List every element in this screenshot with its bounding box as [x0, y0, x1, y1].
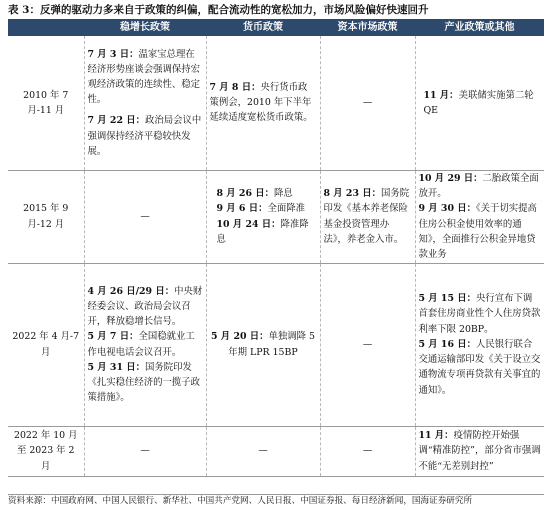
event-date: 5 月 7 日： [87, 331, 139, 343]
event-text: 《关于切实提高住房公积金使用效率的通知》，全面推行公积金异地贷款业务 [418, 203, 537, 260]
event-date: 9 月 6 日： [216, 203, 268, 215]
capital-cell: — [320, 36, 415, 170]
event-date: 10 月 29 日： [418, 172, 483, 184]
header-industry-policy: 产业政策或其他 [415, 19, 544, 36]
monetary-cell [206, 263, 320, 426]
table-title: 表 3：反弹的驱动力多来自于政策的纠偏，配合流动性的宽松加力，市场风险偏好快速回升 [8, 4, 429, 16]
event-date: 5 月 15 日： [418, 293, 476, 305]
event-date: 5 月 20 日： [211, 331, 269, 343]
event-text: 降息 [274, 188, 293, 200]
capital-cell: — [320, 426, 415, 476]
industry-cell [415, 263, 544, 426]
monetary-cell [206, 170, 320, 263]
source-note: 资料来源：中国政府网、中国人民银行、新华社、中国共产党网、人民日报、中国证券报、每日经济新闻，国海证券研究所 [8, 494, 544, 507]
event-date: 11 月： [418, 430, 454, 442]
event-text: 美联储实施第二轮 QE [423, 89, 534, 116]
policy-table [8, 19, 544, 477]
table-row [8, 263, 544, 426]
event-date: 5 月 16 日： [418, 338, 476, 350]
event-text: 温家宝总理在经济形势座谈会强调保持宏观经济政策的连续性、稳定性。 [87, 48, 201, 106]
event-date: 8 月 26 日： [216, 188, 274, 200]
capital-cell [320, 170, 415, 263]
table-row [8, 36, 544, 170]
industry-cell [415, 170, 544, 263]
capital-cell: — [320, 263, 415, 426]
event-text: 国务院印发《基本养老保险基金投资管理办法》，养老金入市。 [323, 188, 410, 245]
period-cell: 2022 年 10 月至 2023 年 2 月 [8, 426, 84, 476]
industry-cell [415, 36, 544, 170]
header-capital-market-policy: 资本市场政策 [320, 19, 415, 36]
monetary-cell [206, 36, 320, 170]
event-text: 疫情防控开始强调“精准防控”，部分省市强调不能“无差别封控” [418, 430, 541, 472]
event-text: 全国稳就业工作电视电话会议召开。 [87, 331, 195, 358]
event-text: 中央财经委会议、政治局会议召开，释放稳增长信号。 [87, 285, 203, 328]
growth-cell: — [84, 170, 206, 263]
header-monetary-policy: 货币政策 [206, 19, 320, 36]
event-text: 降准降息 [216, 218, 309, 245]
event-text: 全面降准 [267, 203, 305, 215]
event-text: 二胎政策全面放开。 [418, 172, 539, 200]
period-cell: 2015 年 9 月-12 月 [8, 170, 84, 263]
period-cell: 2022 年 4 月-7 月 [8, 263, 84, 426]
monetary-cell: — [206, 426, 320, 476]
event-date: 4 月 26 日/29 日： [87, 285, 175, 297]
event-text: 央行货币政策例会，2010 年下半年延续适度宽松货币政策。 [209, 81, 313, 124]
event-date: 7 月 22 日： [87, 115, 145, 127]
event-date: 10 月 24 日： [216, 218, 281, 230]
period-cell: 2010 年 7 月-11 月 [8, 36, 84, 170]
event-text: 国务院印发《扎实稳住经济的一揽子政策措施》。 [87, 361, 201, 404]
industry-cell [415, 426, 544, 476]
growth-cell [84, 263, 206, 426]
header-period [8, 19, 84, 36]
event-text: 政治局会议中强调保持经济平稳较快发展。 [87, 115, 202, 157]
growth-cell: — [84, 426, 206, 476]
event-text: 单独调降 5 年期 LPR 15BP [228, 331, 315, 358]
event-date: 11 月： [423, 89, 459, 101]
event-date: 5 月 31 日： [87, 361, 145, 373]
table-row [8, 426, 544, 476]
event-date: 7 月 8 日： [209, 81, 261, 93]
growth-cell [84, 36, 206, 170]
event-text: 人民银行联合交通运输部印发《关于设立交通物流专项再贷款有关事宜的通知》。 [418, 338, 541, 396]
table-row [8, 170, 544, 263]
event-date: 7 月 3 日： [87, 48, 139, 60]
header-row [8, 19, 544, 36]
header-growth-policy: 稳增长政策 [84, 19, 206, 36]
event-date: 8 月 23 日： [323, 188, 381, 200]
event-text: 央行宣布下调首套住房商业性个人住房贷款利率下限 20BP。 [418, 293, 541, 335]
event-date: 9 月 30 日： [418, 203, 476, 215]
